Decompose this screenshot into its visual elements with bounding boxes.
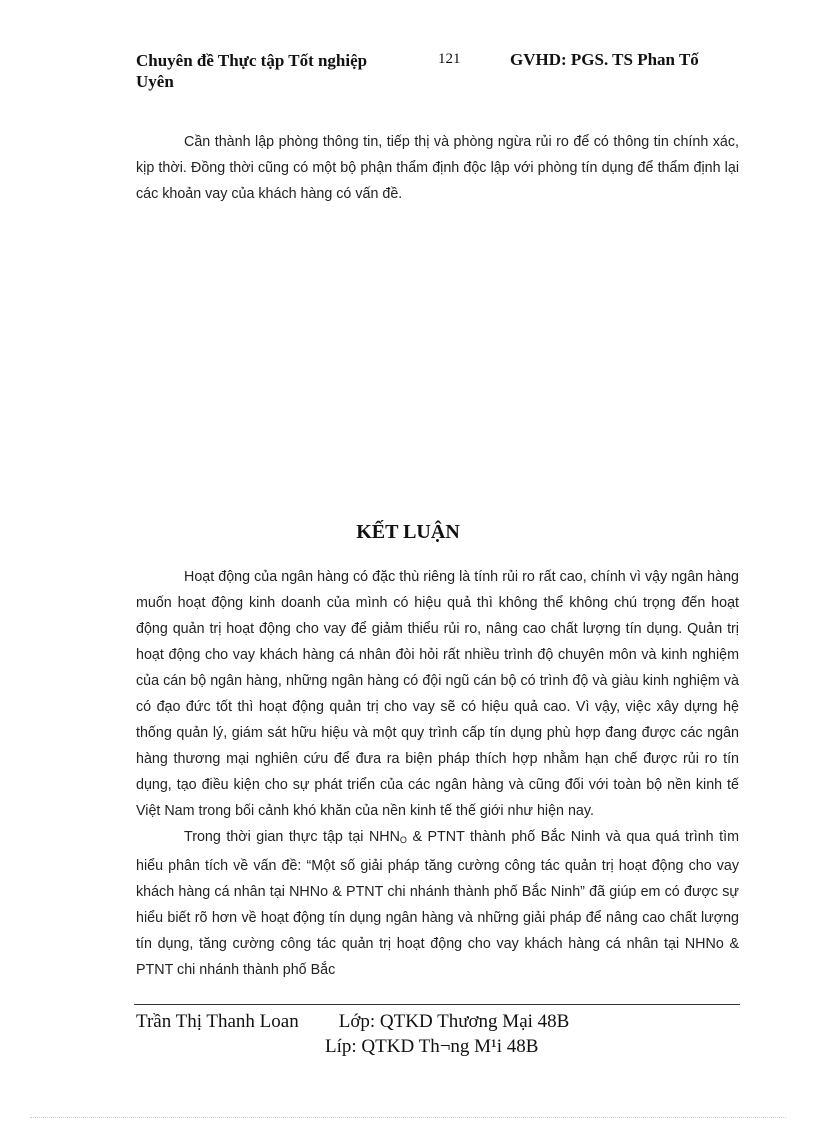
footer-author: Trần Thị Thanh Loan bbox=[136, 1011, 299, 1032]
conclusion-paragraph-1: Hoạt động của ngân hàng có đặc thù riêng là tính rủi ro rất cao, chính vì vậy ngân hàng muốn hoạt động kinh doanh của mình có hiệu quả thì không thể không chú trọng đến hoạt động quản trị hoạt động cho vay để giảm thiểu rủi ro, nâng cao chất lượng tín dụng. Quản trị hoạt động cho vay khách hàng cá nhân đòi hỏi rất nhiều trình độ chuyên môn và kinh nghiệm của cán bộ ngân hàng, những ngân hàng có đội ngũ cán bộ có trình độ và giàu kinh nghiệm và có đạo đức tốt thì hoạt động quản trị cho vay sẽ có hiệu quả cao. Vì vậy, việc xây dựng hệ thống quản lý, giám sát hữu hiệu và một quy trình cấp tín dụng phù hợp đang được các ngân hàng thương mại nghiên cứu để đưa ra biện pháp thích hợp nhằm hạn chế được rủi ro tín dụng, tạo điều kiện cho sự phát triển của các ngân hàng và cũng đối với toàn bộ nền kinh tế Việt Nam trong bối cảnh khó khăn của nền kinh tế thế giới như hiện nay. bbox=[136, 569, 739, 819]
paragraph-2-start: Trong thời gian thực tập tại NHN bbox=[184, 829, 400, 845]
footer-class-garbled: Líp: QTKD Th¬ng M¹i 48B bbox=[325, 1036, 539, 1057]
intro-paragraph-block bbox=[136, 129, 739, 207]
footer-line-1 bbox=[136, 1011, 569, 1033]
paragraph-2-rest: & PTNT thành phố Bắc Ninh và qua quá trình tìm hiểu phân tích về vấn đề: “Một số giải pháp tăng cường công tác quản trị hoạt động cho vay khách hàng cá nhân tại NHNo & PTNT chi nhánh thành phố Bắc Ninh” đã giúp em có được sự hiểu biết rõ hơn về hoạt động tín dụng ngân hàng và những giải pháp để nâng cao chất lượng tín dụng, tăng cường công tác quản trị hoạt động cho vay khách hàng cá nhân tại NHNo & PTNT chi nhánh thành phố Bắc bbox=[136, 829, 739, 978]
page-number: 121 bbox=[438, 51, 461, 67]
header-title: Chuyên đề Thực tập Tốt nghiệp bbox=[136, 51, 368, 70]
conclusion-body bbox=[136, 564, 739, 983]
header-advisor: GVHD: PGS. TS Phan Tố bbox=[510, 50, 699, 69]
intro-paragraph: Cần thành lập phòng thông tin, tiếp thị và phòng ngừa rủi ro để có thông tin chính xác, kịp thời. Đồng thời cũng có một bộ phận thẩm định độc lập với phòng tín dụng để thẩm định lại các khoản vay của khách hàng có vấn đề. bbox=[136, 134, 739, 202]
conclusion-heading: KẾT LUẬN bbox=[356, 521, 460, 543]
footer-class: Lớp: QTKD Thương Mại 48B bbox=[338, 1011, 570, 1032]
conclusion-paragraph-2 bbox=[136, 824, 739, 983]
page-bottom-border bbox=[30, 1117, 786, 1118]
paragraph-2-subscript: O bbox=[399, 835, 407, 845]
header-advisor-suffix: Uyên bbox=[136, 72, 174, 91]
header-title-block bbox=[136, 50, 406, 92]
footer-divider bbox=[134, 1004, 740, 1005]
